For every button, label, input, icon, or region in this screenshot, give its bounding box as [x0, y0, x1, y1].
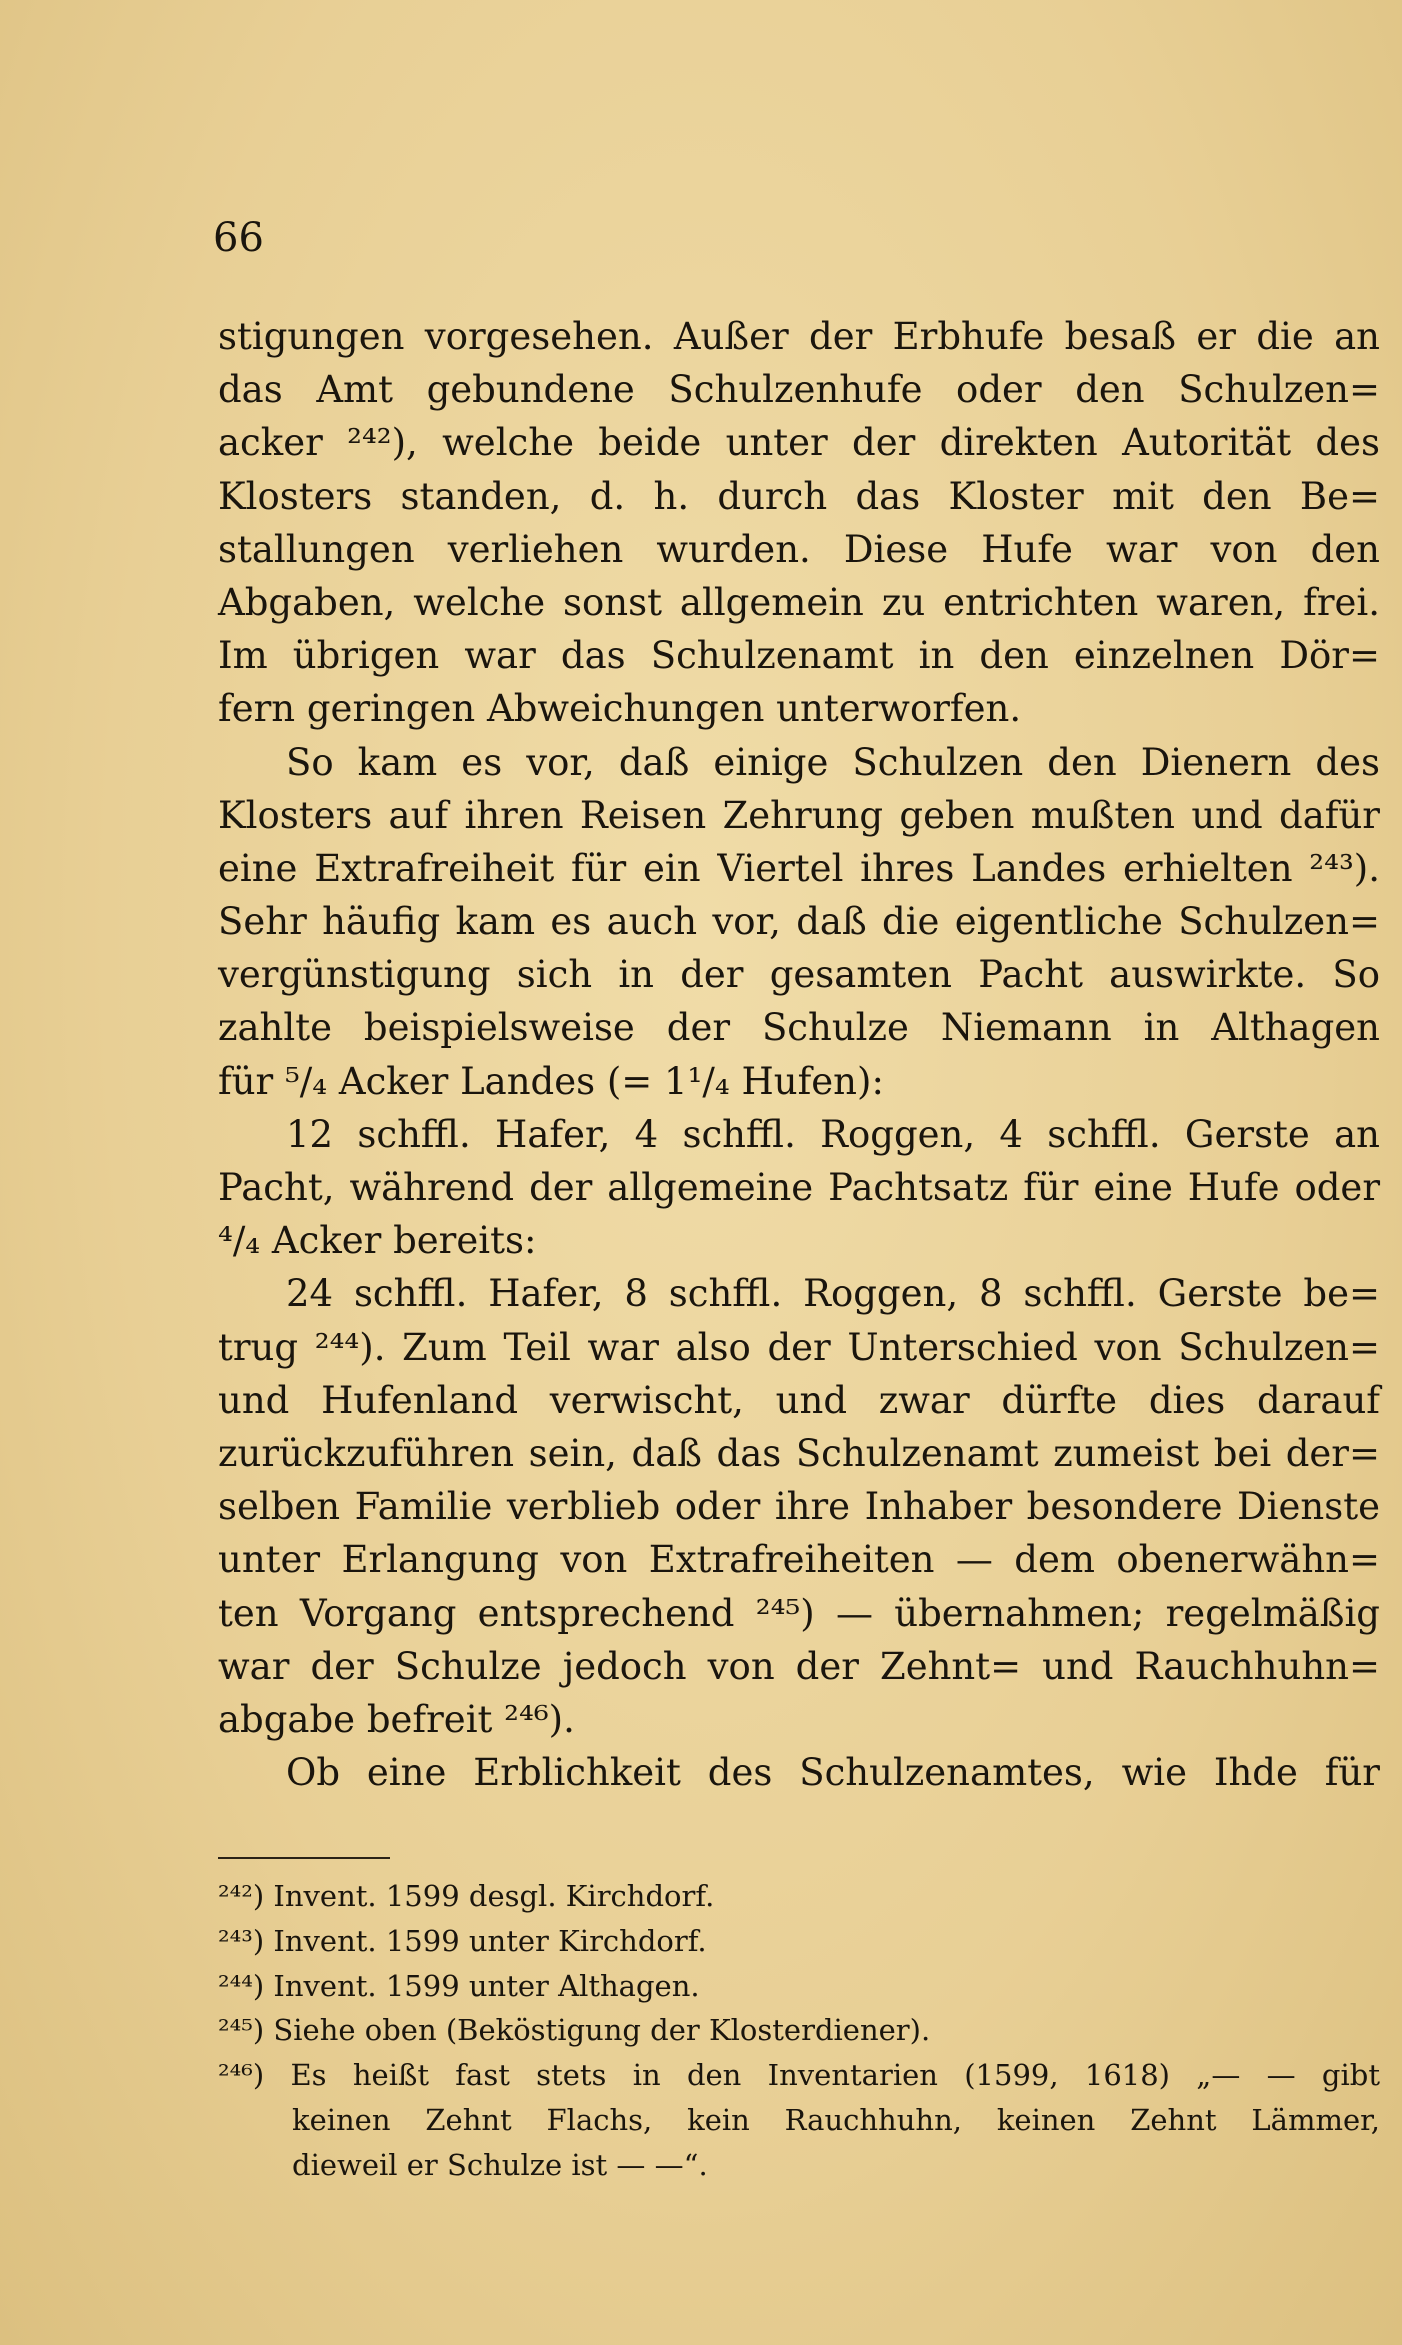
footnote-line: ²⁴⁴) Invent. 1599 unter Althagen.	[218, 1968, 700, 2003]
text-line: Ob eine Erblichkeit des Schulzenamtes, wie Ihde für	[286, 1751, 1380, 1795]
text-line: stallungen verliehen wurden. Diese Hufe war von den	[218, 527, 1380, 571]
footnote-line: ²⁴³) Invent. 1599 unter Kirchdorf.	[218, 1923, 707, 1958]
text-line: und Hufenland verwischt, und zwar dürfte dies darauf	[218, 1378, 1380, 1422]
footnote-line: ²⁴⁶) Es heißt fast stets in den Inventarien (1599, 1618) „— — gibt	[218, 2058, 1380, 2093]
text-line: 12 schffl. Hafer, 4 schffl. Roggen, 4 schffl. Gerste an	[286, 1112, 1380, 1156]
footnote-line: ²⁴⁵) Siehe oben (Beköstigung der Klosterdiener).	[218, 2013, 931, 2048]
text-line: eine Extrafreiheit für ein Viertel ihres Landes erhielten ²⁴³).	[218, 846, 1380, 890]
text-line: acker ²⁴²), welche beide unter der direkten Autorität des	[218, 421, 1380, 465]
text-line: stigungen vorgesehen. Außer der Erbhufe besaß er die an	[218, 315, 1380, 358]
text-line: Klosters standen, d. h. durch das Kloster mit den Be=	[218, 474, 1380, 518]
body-text	[218, 310, 1380, 1799]
text-line: war der Schulze jedoch von der Zehnt= und Rauchhuhn=	[218, 1644, 1380, 1688]
text-line: Im übrigen war das Schulzenamt in den einzelnen Dör=	[218, 634, 1380, 678]
text-line: abgabe befreit ²⁴⁶).	[218, 1697, 575, 1741]
text-line: Abgaben, welche sonst allgemein zu entrichten waren, frei.	[218, 580, 1380, 624]
text-line: vergünstigung sich in der gesamten Pacht auswirkte. So	[218, 953, 1380, 997]
text-line: fern geringen Abweichungen unterworfen.	[218, 687, 1022, 731]
text-line: selben Familie verblieb oder ihre Inhaber besondere Dienste	[218, 1485, 1380, 1529]
text-line: trug ²⁴⁴). Zum Teil war also der Unterschied von Schulzen=	[218, 1325, 1380, 1369]
text-line: zahlte beispielsweise der Schulze Niemann in Althagen	[218, 1006, 1380, 1050]
text-line: Pacht, während der allgemeine Pachtsatz für eine Hufe oder	[218, 1166, 1380, 1209]
text-line: So kam es vor, daß einige Schulzen den Dienern des	[286, 740, 1380, 784]
text-line: Sehr häufig kam es auch vor, daß die eigentliche Schulzen=	[218, 900, 1380, 944]
text-line: unter Erlangung von Extrafreiheiten — dem obenerwähn=	[218, 1538, 1380, 1582]
footnote-line: dieweil er Schulze ist — —“.	[292, 2147, 708, 2182]
text-line: ten Vorgang entsprechend ²⁴⁵) — übernahmen; regelmäßig	[218, 1591, 1380, 1635]
text-line: ⁴/₄ Acker bereits:	[218, 1219, 537, 1263]
text-line: 24 schffl. Hafer, 8 schffl. Roggen, 8 schffl. Gerste be=	[286, 1272, 1380, 1316]
text-line: zurückzuführen sein, daß das Schulzenamt zumeist bei der=	[218, 1431, 1380, 1475]
footnote-line: ²⁴²) Invent. 1599 desgl. Kirchdorf.	[218, 1879, 715, 1913]
text-line: das Amt gebundene Schulzenhufe oder den Schulzen=	[218, 368, 1380, 412]
footnotes	[218, 1874, 1380, 2188]
footnote-line: keinen Zehnt Flachs, kein Rauchhuhn, keinen Zehnt Lämmer,	[292, 2102, 1380, 2137]
page-number: 66	[213, 215, 264, 261]
footnote-divider	[218, 1857, 390, 1859]
text-line: Klosters auf ihren Reisen Zehrung geben mußten und dafür	[218, 793, 1380, 837]
text-line: für ⁵/₄ Acker Landes (= 1¹/₄ Hufen):	[218, 1059, 884, 1103]
